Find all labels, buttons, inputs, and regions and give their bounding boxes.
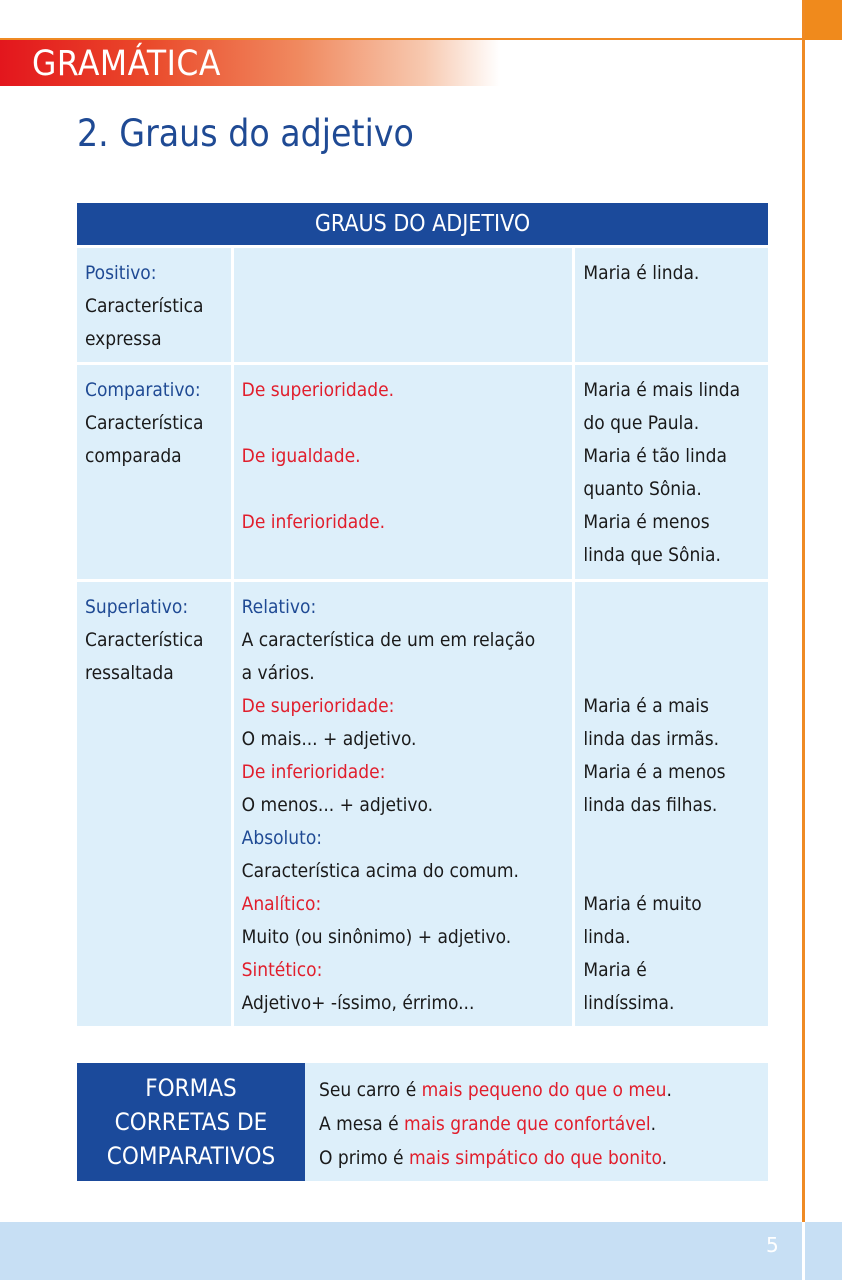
table-row-comparativo	[77, 362, 768, 579]
superioridade-label: De superioridade:	[241, 695, 395, 717]
example-pre: O primo é	[319, 1147, 409, 1169]
degree-name: Positivo:	[85, 262, 157, 284]
degree-desc-line: ressaltada	[85, 662, 174, 684]
example-line: Maria é linda.	[583, 262, 700, 284]
degree-name: Comparativo:	[85, 379, 201, 401]
analitico-label: Analítico:	[241, 893, 322, 915]
degree-cell	[77, 245, 231, 362]
example-line: Maria é mais linda	[583, 379, 741, 401]
example-post: .	[661, 1147, 668, 1169]
forms-example	[319, 1141, 672, 1175]
comparative-type: De igualdade.	[241, 445, 361, 467]
example-pre: Seu carro é	[319, 1079, 422, 1101]
comparative-type: De inferioridade.	[241, 511, 386, 533]
right-margin-rule	[802, 0, 805, 1222]
degree-desc-line: expressa	[85, 328, 162, 350]
example-post: .	[650, 1113, 657, 1135]
forms-title-line: CORRETAS DE	[114, 1108, 268, 1136]
degree-desc-line: Característica	[85, 412, 204, 434]
example-highlight: mais grande que confortável	[404, 1113, 651, 1135]
page-title: 2. Graus do adjetivo	[77, 112, 414, 155]
forms-example	[319, 1107, 672, 1141]
degree-desc-line: comparada	[85, 445, 182, 467]
example-line: linda que Sônia.	[583, 544, 721, 566]
section-label: GRAMÁTICA	[32, 44, 221, 84]
relativo-desc-line: A característica de um em relação	[241, 629, 536, 651]
example-cell	[572, 362, 768, 579]
degree-desc-line: Característica	[85, 295, 204, 317]
example-highlight: mais pequeno do que o meu	[421, 1079, 667, 1101]
example-post: .	[666, 1079, 672, 1101]
example-line: Maria é	[583, 959, 647, 981]
degree-desc-line: Característica	[85, 629, 204, 651]
relativo-label: Relativo:	[241, 596, 317, 618]
degree-cell	[77, 362, 231, 579]
example-highlight: mais simpático do que bonito	[409, 1147, 662, 1169]
analitico-rule: Muito (ou sinônimo) + adjetivo.	[241, 926, 512, 948]
absoluto-desc: Característica acima do comum.	[241, 860, 519, 882]
example-line: linda das filhas.	[583, 794, 718, 816]
forms-title-line: FORMAS	[145, 1074, 237, 1102]
example-pre: A mesa é	[319, 1113, 405, 1135]
forms-title-line: COMPARATIVOS	[106, 1142, 276, 1170]
example-line: Maria é a mais	[583, 695, 709, 717]
footer-corner	[805, 1222, 842, 1280]
comparative-type: De superioridade.	[241, 379, 395, 401]
example-cell	[572, 579, 768, 1026]
table-header: GRAUS DO ADJETIVO	[77, 203, 768, 245]
table-row-positivo	[77, 245, 768, 362]
table-row-superlativo	[77, 579, 768, 1026]
page-number: 5	[766, 1233, 779, 1257]
degree-name: Superlativo:	[85, 596, 189, 618]
forms-example-list	[319, 1073, 672, 1175]
example-line: quanto Sônia.	[583, 478, 702, 500]
absoluto-label: Absoluto:	[241, 827, 323, 849]
corner-tab	[805, 0, 842, 40]
degree-cell	[77, 579, 231, 1026]
type-cell	[231, 362, 573, 579]
inferioridade-rule: O menos... + adjetivo.	[241, 794, 434, 816]
example-line: linda.	[583, 926, 631, 948]
example-line: do que Paula.	[583, 412, 700, 434]
footer-bar	[0, 1222, 802, 1280]
relativo-desc-line: a vários.	[241, 662, 315, 684]
example-line: Maria é tão linda	[583, 445, 727, 467]
example-line: Maria é menos	[583, 511, 710, 533]
example-line: Maria é a menos	[583, 761, 726, 783]
sintetico-label: Sintético:	[241, 959, 323, 981]
sintetico-rule: Adjetivo+ -íssimo, érrimo...	[241, 992, 475, 1014]
inferioridade-label: De inferioridade:	[241, 761, 386, 783]
example-line: linda das irmãs.	[583, 728, 720, 750]
type-cell	[231, 245, 573, 362]
type-cell	[231, 579, 573, 1026]
forms-title	[77, 1063, 305, 1181]
correct-comparatives-box	[77, 1063, 768, 1181]
example-cell	[572, 245, 768, 362]
superioridade-rule: O mais... + adjetivo.	[241, 728, 417, 750]
forms-example	[319, 1073, 672, 1107]
example-line: Maria é muito	[583, 893, 702, 915]
adjective-degrees-table	[77, 203, 768, 1026]
example-line: lindíssima.	[583, 992, 675, 1014]
